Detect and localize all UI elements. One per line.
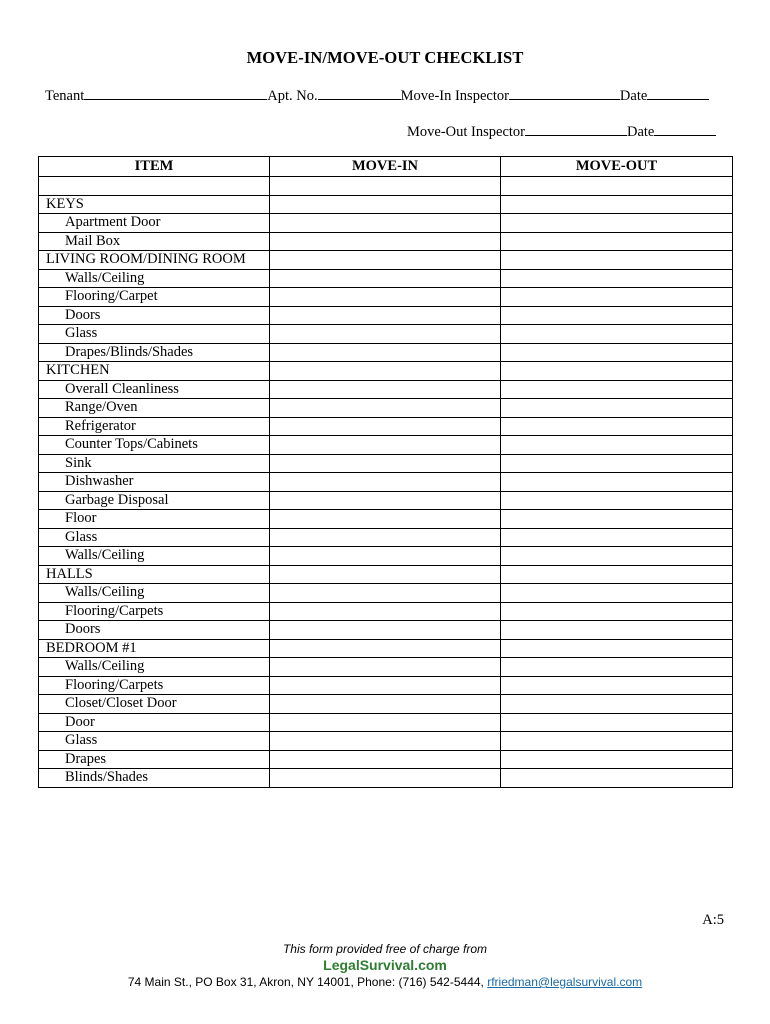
moveout-date-field[interactable]: [654, 123, 716, 136]
movein-cell[interactable]: [270, 473, 501, 492]
table-row: [39, 269, 733, 288]
moveout-cell[interactable]: [501, 491, 733, 510]
item-cell: Refrigerator: [39, 417, 270, 436]
movein-cell[interactable]: [270, 565, 501, 584]
movein-cell[interactable]: [270, 658, 501, 677]
item-cell: Flooring/Carpet: [39, 288, 270, 307]
moveout-cell[interactable]: [501, 195, 733, 214]
apt-label: Apt. No.: [267, 88, 318, 104]
moveout-cell[interactable]: [501, 695, 733, 714]
col-moveout-header: MOVE-OUT: [501, 157, 733, 177]
moveout-cell[interactable]: [501, 510, 733, 529]
moveout-cell[interactable]: [501, 658, 733, 677]
moveout-cell[interactable]: [501, 380, 733, 399]
table-row: [39, 658, 733, 677]
item-cell: Glass: [39, 528, 270, 547]
item-cell: Apartment Door: [39, 214, 270, 233]
table-row: [39, 732, 733, 751]
moveout-cell[interactable]: [501, 288, 733, 307]
moveout-cell[interactable]: [501, 306, 733, 325]
movein-cell[interactable]: [270, 491, 501, 510]
item-cell: Overall Cleanliness: [39, 380, 270, 399]
item-cell: KITCHEN: [39, 362, 270, 381]
item-cell: KEYS: [39, 195, 270, 214]
movein-cell[interactable]: [270, 676, 501, 695]
moveout-cell[interactable]: [501, 436, 733, 455]
movein-cell[interactable]: [270, 306, 501, 325]
movein-cell[interactable]: [270, 195, 501, 214]
item-cell: Door: [39, 713, 270, 732]
moveout-cell[interactable]: [501, 251, 733, 270]
moveout-cell[interactable]: [501, 269, 733, 288]
movein-cell[interactable]: [270, 639, 501, 658]
footer-email-link[interactable]: rfriedman@legalsurvival.com: [487, 975, 643, 989]
movein-cell[interactable]: [270, 325, 501, 344]
moveout-cell[interactable]: [501, 399, 733, 418]
moveout-cell[interactable]: [501, 214, 733, 233]
table-row: [39, 399, 733, 418]
moveout-cell[interactable]: [501, 602, 733, 621]
footer-brand[interactable]: LegalSurvival.com: [323, 957, 447, 973]
table-row: [39, 251, 733, 270]
moveout-cell[interactable]: [501, 621, 733, 640]
moveout-cell[interactable]: [501, 750, 733, 769]
moveout-cell[interactable]: [501, 232, 733, 251]
movein-cell[interactable]: [270, 269, 501, 288]
movein-cell[interactable]: [270, 750, 501, 769]
movein-cell[interactable]: [270, 343, 501, 362]
item-cell: Range/Oven: [39, 399, 270, 418]
table-row: [39, 288, 733, 307]
movein-cell[interactable]: [270, 232, 501, 251]
moveout-cell[interactable]: [501, 732, 733, 751]
moveout-cell[interactable]: [501, 713, 733, 732]
item-cell: Walls/Ceiling: [39, 269, 270, 288]
table-row: [39, 750, 733, 769]
item-cell: Drapes/Blinds/Shades: [39, 343, 270, 362]
item-cell: Drapes: [39, 750, 270, 769]
item-cell: Doors: [39, 621, 270, 640]
moveout-cell[interactable]: [501, 177, 733, 196]
table-row: [39, 602, 733, 621]
movein-cell[interactable]: [270, 399, 501, 418]
item-cell: Dishwasher: [39, 473, 270, 492]
movein-cell[interactable]: [270, 732, 501, 751]
table-row: [39, 417, 733, 436]
apt-field[interactable]: [318, 87, 401, 100]
moveout-cell[interactable]: [501, 362, 733, 381]
movein-cell[interactable]: [270, 362, 501, 381]
movein-cell[interactable]: [270, 251, 501, 270]
movein-cell[interactable]: [270, 214, 501, 233]
col-item-header: ITEM: [39, 157, 270, 177]
movein-cell[interactable]: [270, 417, 501, 436]
item-cell: Flooring/Carpets: [39, 602, 270, 621]
item-cell: LIVING ROOM/DINING ROOM: [39, 251, 270, 270]
table-row: [39, 343, 733, 362]
header-row-1: [45, 87, 709, 105]
page-code: A:5: [702, 912, 724, 928]
moveout-cell[interactable]: [501, 473, 733, 492]
col-movein-header: MOVE-IN: [270, 157, 501, 177]
moveout-cell[interactable]: [501, 639, 733, 658]
table-row: [39, 676, 733, 695]
footer-note: This form provided free of charge from: [282, 942, 488, 956]
table-row: [39, 528, 733, 547]
item-cell: Blinds/Shades: [39, 769, 270, 788]
item-cell: Doors: [39, 306, 270, 325]
checklist-table: [38, 156, 733, 788]
tenant-label: Tenant: [45, 88, 85, 104]
item-cell: Mail Box: [39, 232, 270, 251]
footer-contact: [0, 975, 770, 989]
item-cell: BEDROOM #1: [39, 639, 270, 658]
item-cell: Walls/Ceiling: [39, 584, 270, 603]
item-cell: Glass: [39, 732, 270, 751]
table-row: [39, 195, 733, 214]
table-row: [39, 621, 733, 640]
movein-cell[interactable]: [270, 547, 501, 566]
movein-date-label: Date: [619, 88, 648, 104]
item-cell: Walls/Ceiling: [39, 547, 270, 566]
item-cell: Flooring/Carpets: [39, 676, 270, 695]
table-row: [39, 769, 733, 788]
table-row: [39, 232, 733, 251]
moveout-cell[interactable]: [501, 584, 733, 603]
table-row: [39, 713, 733, 732]
item-cell: Garbage Disposal: [39, 491, 270, 510]
item-cell: HALLS: [39, 565, 270, 584]
header-row-2: [407, 123, 716, 141]
table-row: [39, 177, 733, 196]
item-cell: Closet/Closet Door: [39, 695, 270, 714]
table-row: [39, 214, 733, 233]
movein-cell[interactable]: [270, 602, 501, 621]
movein-cell[interactable]: [270, 288, 501, 307]
table-row: [39, 639, 733, 658]
table-row: [39, 380, 733, 399]
movein-cell[interactable]: [270, 454, 501, 473]
page-title: MOVE-IN/MOVE-OUT CHECKLIST: [246, 48, 524, 67]
item-cell: Floor: [39, 510, 270, 529]
moveout-cell[interactable]: [501, 454, 733, 473]
item-cell: Counter Tops/Cabinets: [39, 436, 270, 455]
movein-cell[interactable]: [270, 436, 501, 455]
table-row: [39, 436, 733, 455]
movein-cell[interactable]: [270, 584, 501, 603]
moveout-cell[interactable]: [501, 547, 733, 566]
item-cell: Sink: [39, 454, 270, 473]
tenant-field[interactable]: [84, 87, 267, 100]
moveout-cell[interactable]: [501, 417, 733, 436]
moveout-inspector-field[interactable]: [525, 123, 627, 136]
moveout-cell[interactable]: [501, 565, 733, 584]
movein-cell[interactable]: [270, 528, 501, 547]
movein-cell[interactable]: [270, 695, 501, 714]
movein-cell[interactable]: [270, 621, 501, 640]
movein-cell[interactable]: [270, 769, 501, 788]
item-cell: Walls/Ceiling: [39, 658, 270, 677]
table-row: [39, 547, 733, 566]
table-row: [39, 565, 733, 584]
table-row: [39, 491, 733, 510]
table-row: [39, 325, 733, 344]
movein-cell[interactable]: [270, 510, 501, 529]
table-row: [39, 473, 733, 492]
table-row: [39, 362, 733, 381]
movein-inspector-label: Move-In Inspector: [400, 88, 509, 104]
moveout-cell[interactable]: [501, 676, 733, 695]
table-row: [39, 454, 733, 473]
movein-cell[interactable]: [270, 177, 501, 196]
moveout-cell[interactable]: [501, 528, 733, 547]
table-row: [39, 584, 733, 603]
table-row: [39, 695, 733, 714]
moveout-date-label: Date: [626, 124, 655, 140]
movein-cell[interactable]: [270, 713, 501, 732]
movein-date-field[interactable]: [647, 87, 709, 100]
movein-cell[interactable]: [270, 380, 501, 399]
table-row: [39, 306, 733, 325]
item-cell: [39, 177, 270, 196]
moveout-cell[interactable]: [501, 769, 733, 788]
moveout-cell[interactable]: [501, 343, 733, 362]
footer-address: 74 Main St., PO Box 31, Akron, NY 14001, Phone: (716) 542-5444,: [127, 975, 488, 989]
table-row: [39, 510, 733, 529]
moveout-cell[interactable]: [501, 325, 733, 344]
moveout-inspector-label: Move-Out Inspector: [407, 124, 525, 140]
item-cell: Glass: [39, 325, 270, 344]
table-header-row: [39, 157, 733, 177]
movein-inspector-field[interactable]: [509, 87, 620, 100]
